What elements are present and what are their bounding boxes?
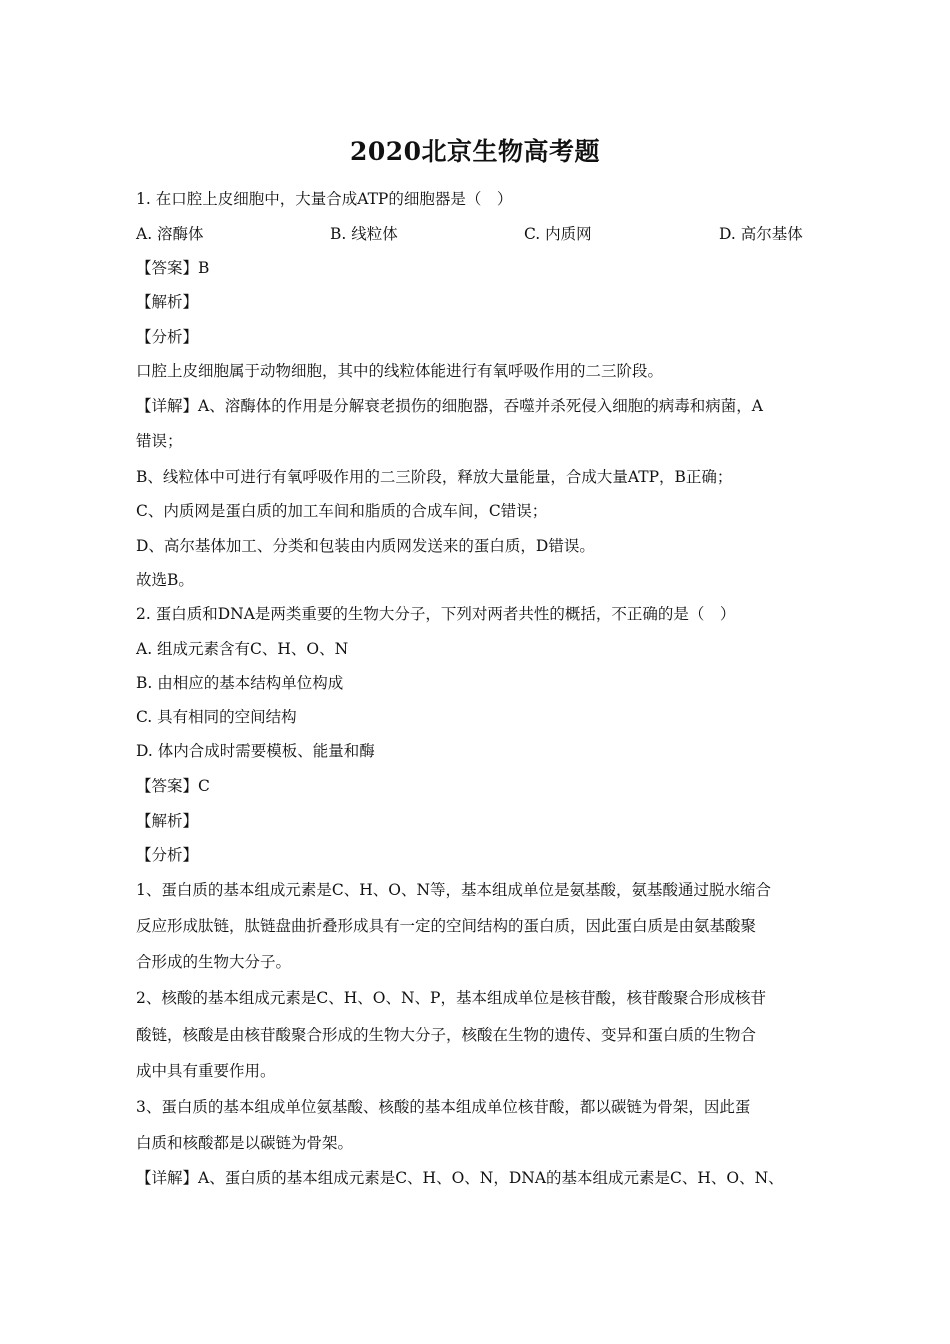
fenxi-label: 【分析】 [136,328,199,346]
option-d: D. 体内合成时需要模板、能量和酶 [136,742,375,760]
analysis-label: 【解析】 [136,293,199,311]
detail-line: D、高尔基体加工、分类和包装由内质网发送来的蛋白质，D错误。 [136,537,595,555]
fenxi-line: 酸链，核酸是由核苷酸聚合形成的生物大分子，核酸在生物的遗传、变异和蛋白质的生物合 [136,1026,757,1044]
fenxi-line: 白质和核酸都是以碳链为骨架。 [136,1134,354,1152]
detail-line: 错误； [136,432,183,450]
detail-line: 【详解】A、溶酶体的作用是分解衰老损伤的细胞器，吞噬并杀死侵入细胞的病毒和病菌，A [136,397,763,415]
answer-label: 【答案】B [136,259,210,277]
detail-line: C、内质网是蛋白质的加工车间和脂质的合成车间，C错误； [136,502,548,520]
option-a: A. 组成元素含有C、H、O、N [136,640,349,658]
analysis-label: 【解析】 [136,812,199,830]
detail-line: 【详解】A、蛋白质的基本组成元素是C、H、O、N，DNA的基本组成元素是C、H、O、N、 [136,1169,784,1187]
page-title: 2020北京生物高考题 [349,137,601,166]
fenxi-line: 成中具有重要作用。 [136,1062,276,1080]
fenxi-text: 口腔上皮细胞属于动物细胞，其中的线粒体能进行有氧呼吸作用的二三阶段。 [136,362,664,380]
detail-line: B、线粒体中可进行有氧呼吸作用的二三阶段，释放大量能量，合成大量ATP，B正确； [136,468,733,486]
fenxi-line: 3、蛋白质的基本组成单位氨基酸、核酸的基本组成单位核苷酸，都以碳链为骨架，因此蛋 [136,1098,751,1116]
fenxi-line: 2、核酸的基本组成元素是C、H、O、N、P，基本组成单位是核苷酸，核苷酸聚合形成核苷 [136,989,766,1007]
fenxi-line: 1、蛋白质的基本组成元素是C、H、O、N等，基本组成单位是氨基酸，氨基酸通过脱水缩合 [136,881,772,899]
option-d: D. 高尔基体 [719,225,803,243]
option-a: A. 溶酶体 [136,225,204,243]
fenxi-label: 【分析】 [136,846,199,864]
detail-line: 故选B。 [136,571,194,589]
answer-label: 【答案】C [136,777,210,795]
option-b: B. 线粒体 [330,225,398,243]
option-b: B. 由相应的基本结构单位构成 [136,674,344,692]
question-1-stem: 1. 在口腔上皮细胞中，大量合成ATP的细胞器是（ ） [136,190,513,208]
fenxi-line: 合形成的生物大分子。 [136,953,292,971]
option-c: C. 内质网 [524,225,592,243]
question-2-stem: 2. 蛋白质和DNA是两类重要的生物大分子，下列对两者共性的概括，不正确的是（ ） [136,605,736,623]
fenxi-line: 反应形成肽链，肽链盘曲折叠形成具有一定的空间结构的蛋白质，因此蛋白质是由氨基酸聚 [136,917,757,935]
option-c: C. 具有相同的空间结构 [136,708,297,726]
